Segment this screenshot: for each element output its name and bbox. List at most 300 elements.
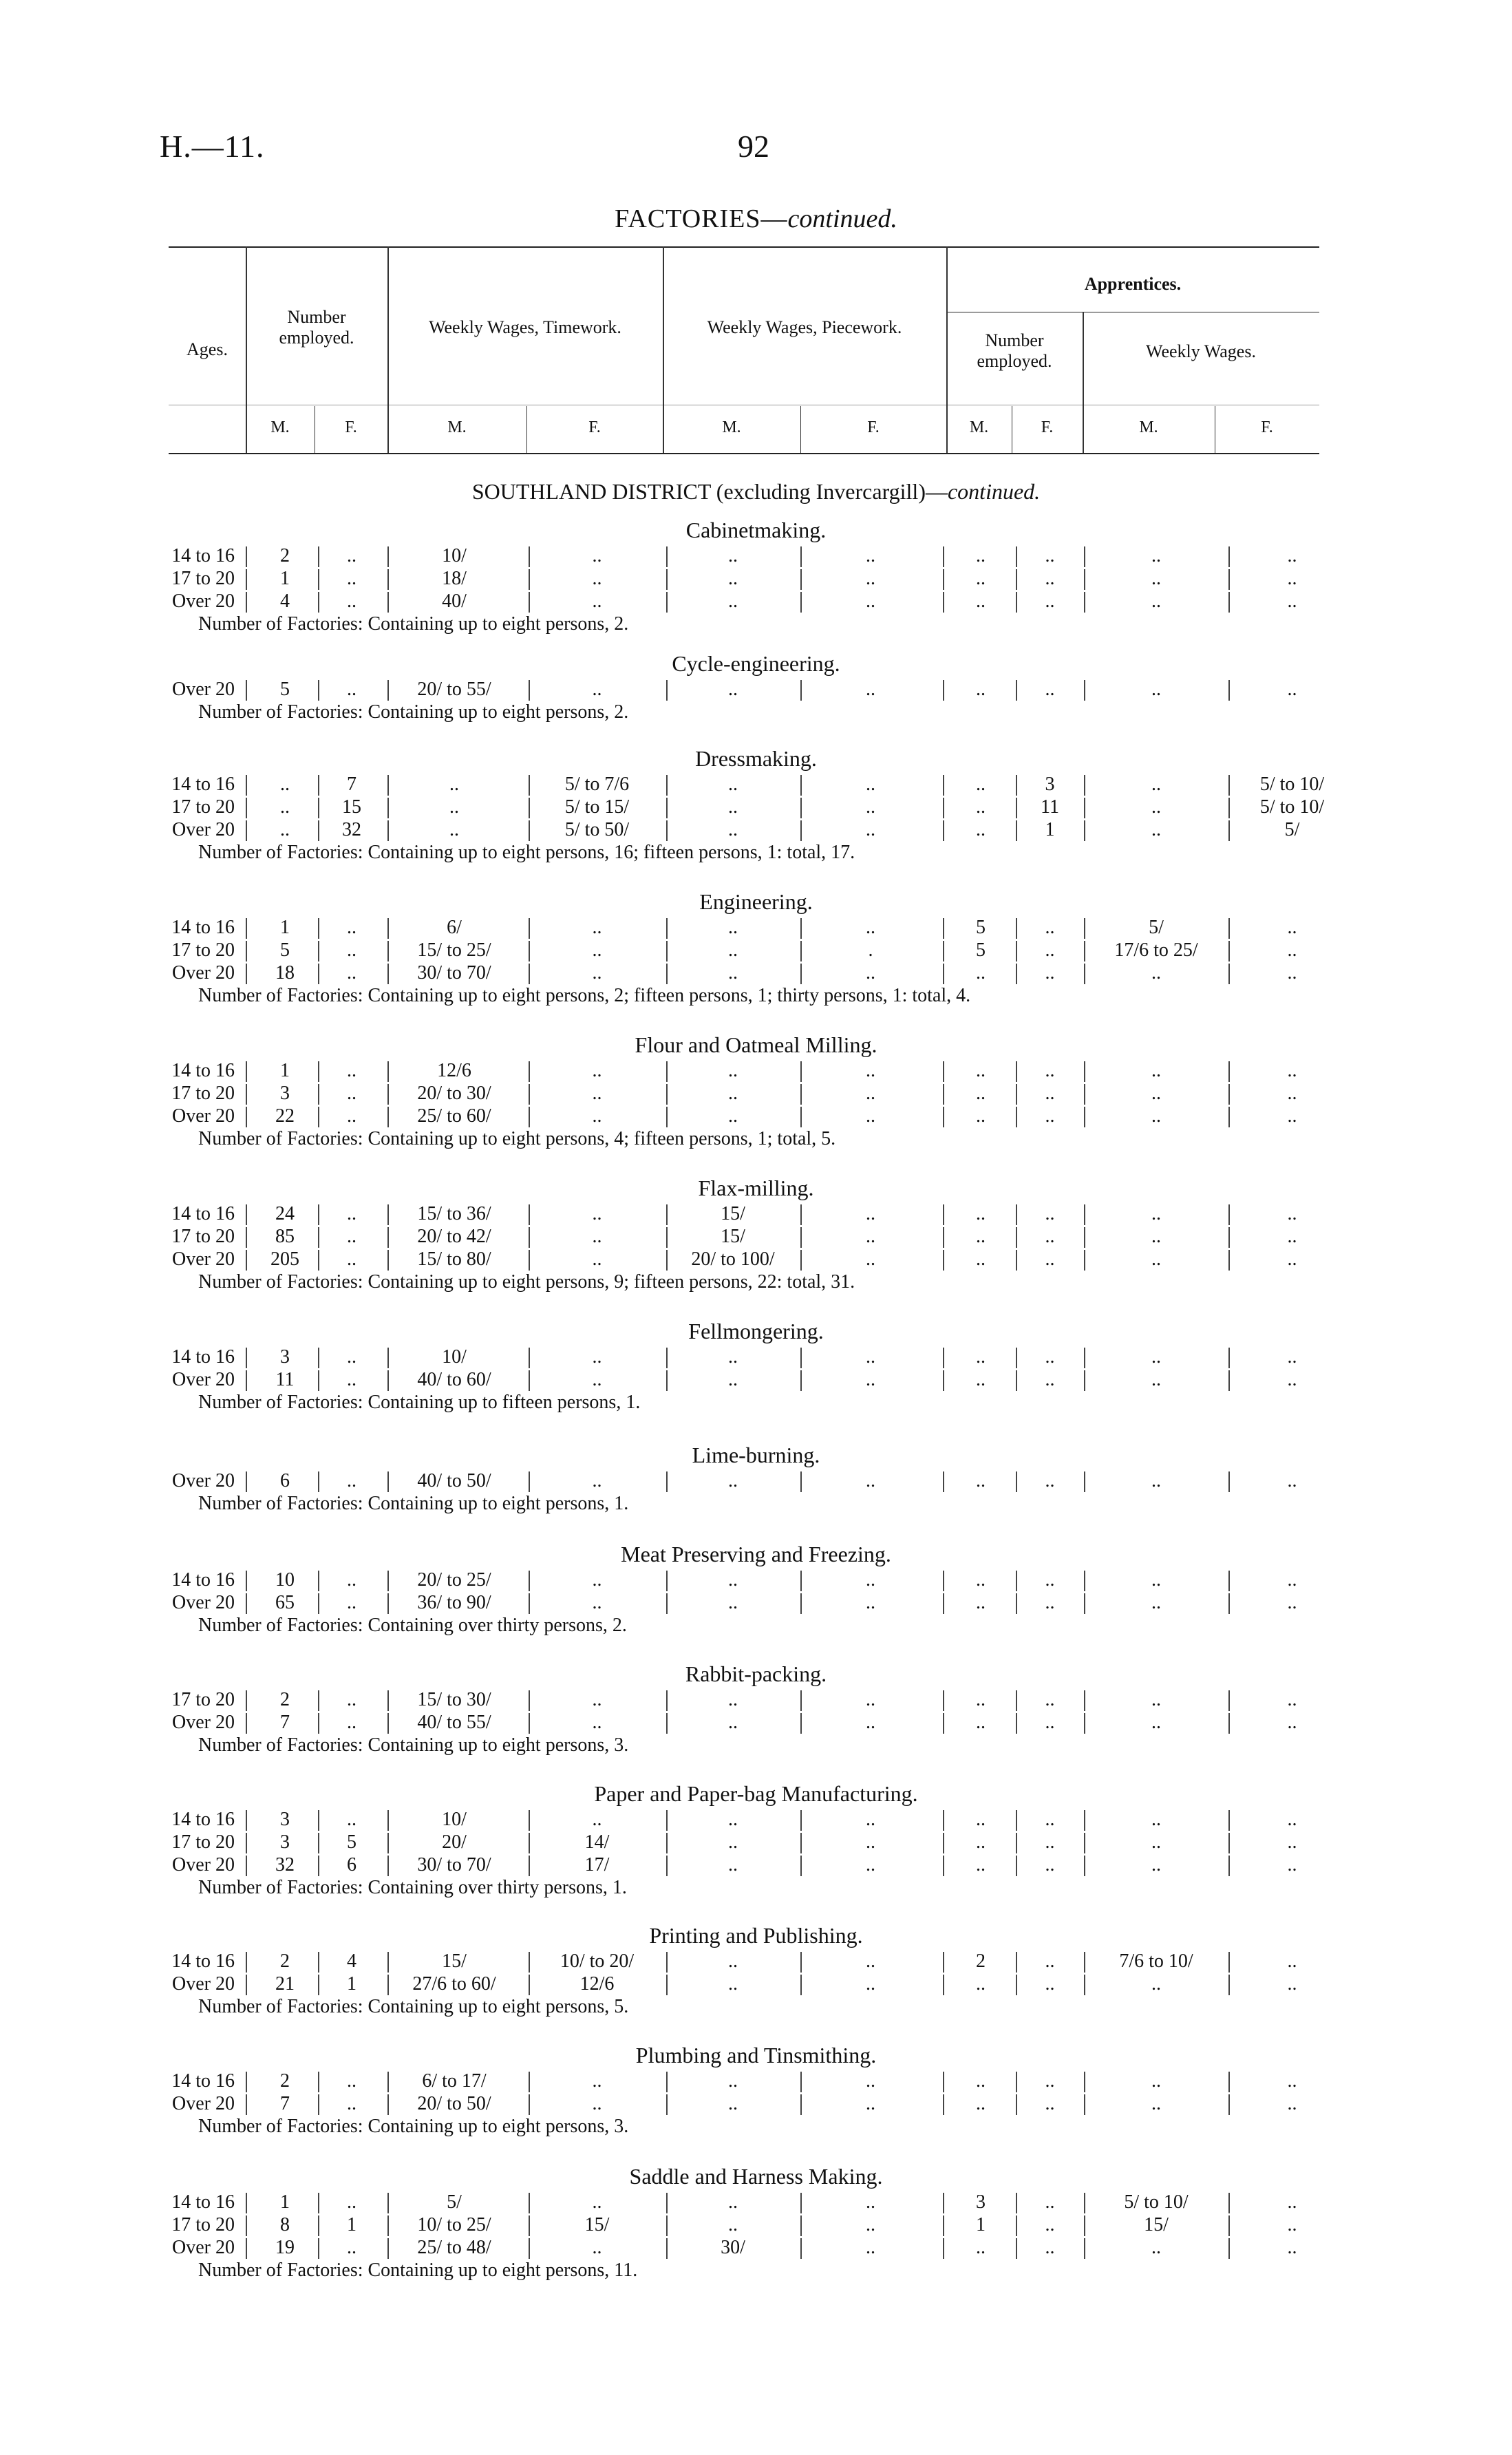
column-rule xyxy=(800,2193,802,2213)
apprentice-female-cell: .. xyxy=(1045,1226,1055,1247)
column-rule xyxy=(1084,546,1085,567)
column-rule xyxy=(387,1975,389,1995)
apprentice-male-cell: .. xyxy=(976,1346,986,1368)
timework-male-cell: 40/ to 60/ xyxy=(417,1369,491,1390)
age-cell: 17 to 20 xyxy=(171,1831,235,1853)
timework-male-cell: 20/ to 25/ xyxy=(417,1569,491,1591)
table-row xyxy=(0,1809,1512,1832)
column-rule xyxy=(800,592,802,613)
piecework-male-cell: .. xyxy=(728,1973,738,1995)
column-rule xyxy=(529,941,530,961)
column-rule xyxy=(1016,680,1017,701)
apprentice-wage-female-cell: .. xyxy=(1287,939,1297,961)
piecework-male-cell: .. xyxy=(728,545,738,566)
column-rule xyxy=(943,1975,944,1995)
apprentice-wage-female-cell: .. xyxy=(1287,545,1297,566)
column-rule xyxy=(318,546,319,567)
apprentice-wage-male-cell: .. xyxy=(1151,1369,1161,1390)
column-rule xyxy=(529,1833,530,1853)
column-rule xyxy=(246,1571,247,1591)
column-rule xyxy=(943,1471,944,1492)
column-rule xyxy=(246,2193,247,2213)
column-rule xyxy=(1016,2215,1017,2236)
piecework-female-cell: .. xyxy=(866,1248,875,1270)
column-rule xyxy=(1084,1593,1085,1614)
column-rule xyxy=(1016,546,1017,567)
column-rule xyxy=(943,775,944,796)
column-rule xyxy=(246,1856,247,1876)
factories-count-note: Number of Factories: Containing up to eight persons, 2. xyxy=(198,613,629,635)
apprentice-wage-male-cell: .. xyxy=(1151,679,1161,700)
timework-male-cell: 20/ xyxy=(442,1831,467,1853)
column-rule xyxy=(318,1084,319,1105)
apprentice-wage-female-cell: .. xyxy=(1287,1203,1297,1224)
piecework-female-cell: .. xyxy=(866,591,875,612)
column-rule xyxy=(943,1833,944,1853)
apprentice-male-cell: .. xyxy=(976,1470,986,1491)
column-rule xyxy=(800,1571,802,1591)
timework-female-cell: .. xyxy=(592,1569,602,1591)
column-rule xyxy=(1084,592,1085,613)
column-rule xyxy=(1084,1856,1085,1876)
column-rule xyxy=(1228,1084,1230,1105)
column-rule xyxy=(800,1348,802,1368)
apprentice-wage-male-cell: .. xyxy=(1151,1809,1161,1830)
female-employed-cell: 7 xyxy=(347,774,356,795)
male-employed-cell: 22 xyxy=(275,1105,295,1127)
column-rule xyxy=(529,1952,530,1973)
column-rule xyxy=(943,820,944,841)
column-rule xyxy=(666,964,668,984)
district-continued: continued. xyxy=(947,479,1041,504)
apprentice-wage-female-cell: .. xyxy=(1287,1809,1297,1830)
column-rule xyxy=(318,775,319,796)
column-rule xyxy=(666,2193,668,2213)
piecework-female-cell: .. xyxy=(866,1369,875,1390)
age-cell: 17 to 20 xyxy=(171,796,235,818)
male-employed-cell: 18 xyxy=(275,962,295,984)
column-rule xyxy=(1016,1593,1017,1614)
factories-count-note: Number of Factories: Containing up to eight persons, 9; fifteen persons, 22: total, 31. xyxy=(198,1271,855,1293)
column-rule xyxy=(800,1370,802,1391)
apprentice-wage-male-cell: .. xyxy=(1151,1060,1161,1081)
apprentice-wage-female-cell: .. xyxy=(1287,1592,1297,1613)
column-rule xyxy=(1228,1975,1230,1995)
column-rule xyxy=(387,1250,389,1271)
age-cell: Over 20 xyxy=(172,1369,235,1390)
timework-female-cell: .. xyxy=(592,679,602,700)
column-rule xyxy=(943,1952,944,1973)
section-title: Paper and Paper-bag Manufacturing. xyxy=(594,1781,918,1806)
column-rule xyxy=(387,1348,389,1368)
column-rule xyxy=(800,1250,802,1271)
column-rule xyxy=(800,680,802,701)
piecework-male-cell: .. xyxy=(728,1712,738,1733)
timework-male-cell: 12/6 xyxy=(437,1060,471,1081)
column-rule xyxy=(1228,546,1230,567)
column-rule xyxy=(1228,2215,1230,2236)
apprentice-wage-female-cell: .. xyxy=(1287,1226,1297,1247)
female-employed-cell: .. xyxy=(347,591,356,612)
column-rule xyxy=(666,1975,668,1995)
column-rule xyxy=(529,964,530,984)
column-rule xyxy=(1016,1690,1017,1711)
timework-female-cell: 14/ xyxy=(584,1831,610,1853)
column-rule xyxy=(246,2238,247,2259)
apprentice-male-cell: .. xyxy=(976,1203,986,1224)
apprentice-male-cell: .. xyxy=(976,679,986,700)
column-rule xyxy=(800,775,802,796)
section-title: Cycle-engineering. xyxy=(672,651,840,676)
apprentice-female-cell: .. xyxy=(1045,2070,1055,2092)
column-rule xyxy=(800,1690,802,1711)
column-rule xyxy=(246,1833,247,1853)
apprentice-wage-female-cell: .. xyxy=(1287,679,1297,700)
column-rule xyxy=(666,2238,668,2259)
column-rule xyxy=(246,1204,247,1225)
column-rule xyxy=(318,1370,319,1391)
age-cell: 17 to 20 xyxy=(171,568,235,589)
age-cell: 17 to 20 xyxy=(171,1083,235,1104)
column-rule xyxy=(1084,1084,1085,1105)
apprentice-female-cell: .. xyxy=(1045,679,1055,700)
section-title: Fellmongering. xyxy=(688,1319,824,1343)
apprentice-wage-female-cell: .. xyxy=(1287,2191,1297,2213)
column-rule xyxy=(800,546,802,567)
column-rule xyxy=(246,1810,247,1831)
apprentice-male-cell: .. xyxy=(976,1105,986,1127)
apprentice-male-cell: 3 xyxy=(976,2191,986,2213)
column-rule xyxy=(529,1250,530,1271)
table-row xyxy=(0,1973,1512,1997)
page-title xyxy=(0,204,1512,234)
column-rule xyxy=(387,1107,389,1127)
piecework-female-cell: .. xyxy=(866,962,875,984)
timework-male-cell: 10/ xyxy=(442,1809,467,1830)
column-rule xyxy=(1084,569,1085,590)
apprentice-wage-male-cell: .. xyxy=(1151,796,1161,818)
apprentice-wage-female-cell: .. xyxy=(1287,1083,1297,1104)
apprentice-male-cell: .. xyxy=(976,1973,986,1995)
timework-female-cell: 5/ to 50/ xyxy=(564,819,630,840)
column-rule xyxy=(943,1593,944,1614)
factories-count-note: Number of Factories: Containing up to eight persons, 2. xyxy=(198,701,629,723)
column-rule xyxy=(387,569,389,590)
column-rule xyxy=(318,1227,319,1248)
female-employed-cell: .. xyxy=(347,939,356,961)
column-rule xyxy=(246,1348,247,1368)
piecework-female-cell: .. xyxy=(866,917,875,938)
timework-male-cell: .. xyxy=(449,796,459,818)
apprentice-wage-female-cell: .. xyxy=(1287,1060,1297,1081)
column-rule xyxy=(529,2094,530,2115)
header-ages: Ages. xyxy=(187,339,228,359)
piecework-female-cell: .. xyxy=(866,1203,875,1224)
piecework-female-cell: .. xyxy=(866,1951,875,1972)
piecework-male-cell: .. xyxy=(728,939,738,961)
column-rule xyxy=(1084,1471,1085,1492)
timework-female-cell: 5/ to 7/6 xyxy=(564,774,630,795)
column-rule xyxy=(666,1856,668,1876)
piecework-female-cell: .. xyxy=(866,2191,875,2213)
apprentice-wage-male-cell: .. xyxy=(1151,1346,1161,1368)
column-rule xyxy=(943,2193,944,2213)
column-rule xyxy=(529,1713,530,1734)
factories-count-note: Number of Factories: Containing up to eight persons, 3. xyxy=(198,2116,629,2137)
page-title-continued: continued. xyxy=(787,204,897,233)
timework-female-cell: .. xyxy=(592,1083,602,1104)
table-header xyxy=(169,246,1319,456)
apprentice-female-cell: .. xyxy=(1045,1809,1055,1830)
female-employed-cell: 1 xyxy=(347,1973,356,1995)
column-rule xyxy=(1228,1107,1230,1127)
apprentice-wage-female-cell: .. xyxy=(1287,1369,1297,1390)
column-rule xyxy=(666,1690,668,1711)
apprentice-male-cell: .. xyxy=(976,1831,986,1853)
column-rule xyxy=(943,2238,944,2259)
column-rule xyxy=(1084,964,1085,984)
male-employed-cell: 3 xyxy=(280,1831,290,1853)
column-rule xyxy=(387,1713,389,1734)
piecework-female-cell: .. xyxy=(866,1226,875,1247)
column-rule xyxy=(1016,820,1017,841)
timework-male-cell: 40/ xyxy=(442,591,467,612)
column-rule xyxy=(246,1975,247,1995)
apprentice-female-cell: .. xyxy=(1045,1592,1055,1613)
apprentice-female-cell: .. xyxy=(1045,1689,1055,1710)
apprentice-wage-male-cell: .. xyxy=(1151,591,1161,612)
age-cell: 14 to 16 xyxy=(171,545,235,566)
piecework-male-cell: .. xyxy=(728,679,738,700)
apprentice-male-cell: .. xyxy=(976,1854,986,1875)
apprentice-wage-female-cell: .. xyxy=(1287,917,1297,938)
factories-count-note: Number of Factories: Containing up to eight persons, 5. xyxy=(198,1996,629,2017)
table-row xyxy=(0,1248,1512,1272)
male-employed-cell: 205 xyxy=(270,1248,299,1270)
piecework-male-cell: .. xyxy=(728,1569,738,1591)
column-rule xyxy=(246,569,247,590)
column-rule xyxy=(246,775,247,796)
apprentice-wage-male-cell: .. xyxy=(1151,819,1161,840)
apprentice-male-cell: .. xyxy=(976,962,986,984)
page-number: 92 xyxy=(738,129,769,164)
column-rule xyxy=(1016,1471,1017,1492)
column-rule xyxy=(1228,1833,1230,1853)
column-rule xyxy=(1084,1204,1085,1225)
piecework-female-cell: . xyxy=(868,939,873,961)
piecework-female-cell: .. xyxy=(866,1470,875,1491)
column-rule xyxy=(1016,2072,1017,2092)
column-rule xyxy=(529,1370,530,1391)
age-cell: 14 to 16 xyxy=(171,2070,235,2092)
column-rule xyxy=(1016,1084,1017,1105)
male-employed-cell: 1 xyxy=(280,568,290,589)
apprentice-wage-male-cell: .. xyxy=(1151,1203,1161,1224)
column-rule xyxy=(318,941,319,961)
apprentice-wage-male-cell: 7/6 to 10/ xyxy=(1119,1951,1193,1972)
piecework-female-cell: .. xyxy=(866,1809,875,1830)
piecework-female-cell: .. xyxy=(866,1712,875,1733)
column-rule xyxy=(943,1856,944,1876)
column-rule xyxy=(943,546,944,567)
timework-male-cell: 30/ to 70/ xyxy=(417,1854,491,1875)
column-rule xyxy=(1228,1856,1230,1876)
age-cell: Over 20 xyxy=(172,591,235,612)
piecework-female-cell: .. xyxy=(866,1569,875,1591)
column-rule xyxy=(800,1856,802,1876)
column-rule xyxy=(1016,1856,1017,1876)
timework-male-cell: 15/ to 80/ xyxy=(417,1248,491,1270)
column-rule xyxy=(800,1975,802,1995)
column-rule xyxy=(1228,1348,1230,1368)
piecework-male-cell: .. xyxy=(728,2070,738,2092)
piecework-male-cell: .. xyxy=(728,2093,738,2114)
apprentice-wage-male-cell: .. xyxy=(1151,2237,1161,2258)
column-rule xyxy=(1228,775,1230,796)
female-employed-cell: .. xyxy=(347,2070,356,2092)
piecework-male-cell: .. xyxy=(728,1060,738,1081)
column-rule xyxy=(246,2215,247,2236)
column-rule xyxy=(387,1952,389,1973)
apprentice-wage-female-cell: .. xyxy=(1287,568,1297,589)
column-rule xyxy=(246,1690,247,1711)
column-rule xyxy=(666,1571,668,1591)
column-rule xyxy=(1228,2238,1230,2259)
piecework-male-cell: .. xyxy=(728,1854,738,1875)
female-employed-cell: .. xyxy=(347,917,356,938)
column-rule xyxy=(1016,1370,1017,1391)
column-rule xyxy=(800,1810,802,1831)
timework-female-cell: .. xyxy=(592,1060,602,1081)
column-rule xyxy=(1228,941,1230,961)
piecework-male-cell: 30/ xyxy=(721,2237,745,2258)
column-rule xyxy=(318,1348,319,1368)
age-cell: 14 to 16 xyxy=(171,1569,235,1591)
table-row xyxy=(0,1203,1512,1226)
column-rule xyxy=(943,1204,944,1225)
column-rule xyxy=(246,1107,247,1127)
header-f: F. xyxy=(1041,418,1054,436)
table-row xyxy=(0,939,1512,963)
column-rule xyxy=(387,1810,389,1831)
timework-female-cell: .. xyxy=(592,1689,602,1710)
factories-count-note: Number of Factories: Containing up to fifteen persons, 1. xyxy=(198,1392,641,1413)
column-rule xyxy=(800,2072,802,2092)
age-cell: 14 to 16 xyxy=(171,1809,235,1830)
header-m: M. xyxy=(447,418,467,436)
column-rule xyxy=(318,1952,319,1973)
column-rule xyxy=(1228,2193,1230,2213)
column-rule xyxy=(387,798,389,818)
column-rule xyxy=(1228,2094,1230,2115)
column-rule xyxy=(387,820,389,841)
female-employed-cell: .. xyxy=(347,1712,356,1733)
column-rule xyxy=(529,2215,530,2236)
column-rule xyxy=(1228,820,1230,841)
column-rule xyxy=(318,1571,319,1591)
column-rule xyxy=(529,1571,530,1591)
apprentice-wage-female-cell: 5/ to 10/ xyxy=(1259,796,1325,818)
female-employed-cell: .. xyxy=(347,1248,356,1270)
female-employed-cell: .. xyxy=(347,2191,356,2213)
column-rule xyxy=(1228,1571,1230,1591)
male-employed-cell: 3 xyxy=(280,1346,290,1368)
timework-female-cell: 15/ xyxy=(584,2214,610,2235)
column-rule xyxy=(666,1471,668,1492)
female-employed-cell: .. xyxy=(347,679,356,700)
piecework-male-cell: .. xyxy=(728,568,738,589)
timework-male-cell: 5/ xyxy=(447,2191,462,2213)
column-rule xyxy=(529,918,530,939)
male-employed-cell: 2 xyxy=(280,1689,290,1710)
column-rule xyxy=(529,1975,530,1995)
apprentice-wage-female-cell: .. xyxy=(1287,1973,1297,1995)
column-rule xyxy=(1228,2072,1230,2092)
column-rule xyxy=(529,569,530,590)
timework-male-cell: 10/ xyxy=(442,1346,467,1368)
apprentice-male-cell: .. xyxy=(976,1226,986,1247)
factories-count-note: Number of Factories: Containing up to eight persons, 16; fifteen persons, 1: total, 17. xyxy=(198,842,855,863)
document-reference: H.—11. xyxy=(160,129,265,164)
piecework-female-cell: .. xyxy=(866,1060,875,1081)
section-title: Saddle and Harness Making. xyxy=(629,2164,883,2189)
timework-female-cell: 12/6 xyxy=(579,1973,615,1995)
age-cell: 14 to 16 xyxy=(171,2191,235,2213)
column-rule xyxy=(387,2238,389,2259)
column-rule xyxy=(800,1107,802,1127)
apprentice-wage-male-cell: .. xyxy=(1151,1831,1161,1853)
column-rule xyxy=(318,2072,319,2092)
header-f: F. xyxy=(867,418,880,436)
piecework-female-cell: .. xyxy=(866,2237,875,2258)
apprentice-female-cell: .. xyxy=(1045,1083,1055,1104)
section-title: Flour and Oatmeal Milling. xyxy=(635,1032,877,1057)
apprentice-wage-female-cell: .. xyxy=(1287,591,1297,612)
apprentice-male-cell: .. xyxy=(976,1083,986,1104)
header-weekly-wages-piecework: Weekly Wages, Piecework. xyxy=(707,317,902,337)
column-rule xyxy=(1228,1471,1230,1492)
column-rule xyxy=(1084,1061,1085,1082)
table-row xyxy=(0,1060,1512,1083)
column-rule xyxy=(1228,1690,1230,1711)
apprentice-male-cell: .. xyxy=(976,1369,986,1390)
timework-male-cell: 6/ to 17/ xyxy=(422,2070,487,2092)
apprentice-female-cell: .. xyxy=(1045,917,1055,938)
timework-female-cell: .. xyxy=(592,1203,602,1224)
column-rule xyxy=(529,1593,530,1614)
column-rule xyxy=(800,1471,802,1492)
column-rule xyxy=(800,798,802,818)
column-rule xyxy=(666,1348,668,1368)
column-rule xyxy=(1228,918,1230,939)
piecework-female-cell: .. xyxy=(866,679,875,700)
male-employed-cell: .. xyxy=(280,774,290,795)
header-apprentices-number-employed xyxy=(946,330,1083,372)
column-rule xyxy=(943,941,944,961)
piecework-female-cell: .. xyxy=(866,568,875,589)
timework-female-cell: .. xyxy=(592,1592,602,1613)
column-rule xyxy=(943,1061,944,1082)
column-rule xyxy=(387,546,389,567)
column-rule xyxy=(666,1370,668,1391)
timework-male-cell: 10/ to 25/ xyxy=(417,2214,491,2235)
column-rule xyxy=(943,1107,944,1127)
table-row xyxy=(0,1712,1512,1735)
column-rule xyxy=(246,2094,247,2115)
piecework-male-cell: 15/ xyxy=(721,1203,745,1224)
column-rule xyxy=(387,964,389,984)
column-rule xyxy=(1084,1250,1085,1271)
